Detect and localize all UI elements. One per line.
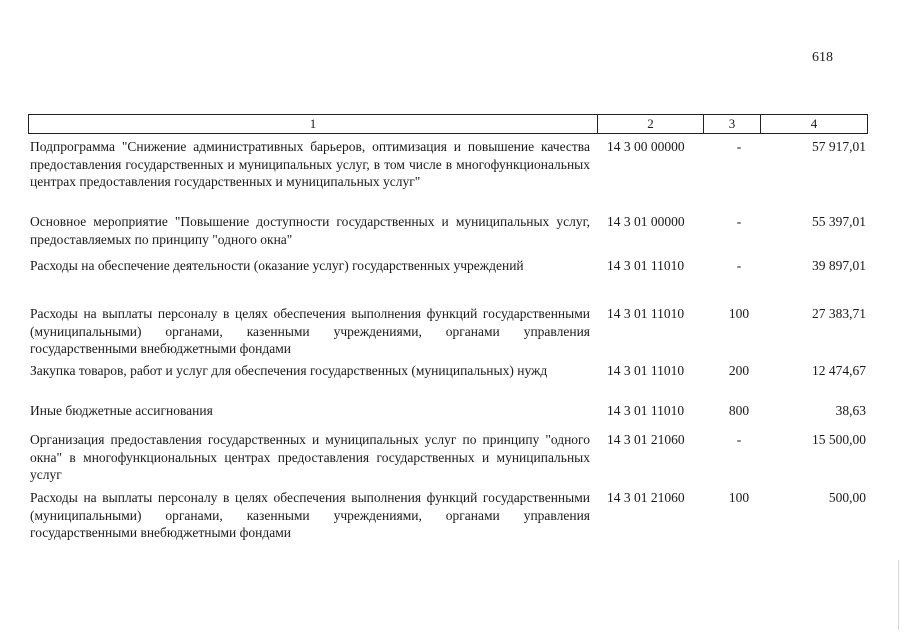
row-description: Закупка товаров, работ и услуг для обеспечения государственных (муниципальных) нужд	[30, 363, 548, 378]
header-col-4: 4	[810, 116, 818, 131]
row-amount: 500,00	[828, 490, 866, 505]
header-col-2: 2	[598, 115, 704, 133]
scan-edge-line	[898, 560, 899, 630]
row-description: Расходы на обеспечение деятельности (оказание услуг) государственных учреждений	[30, 258, 524, 273]
row-code: 14 3 01 11010	[607, 403, 685, 418]
row-description: Расходы на выплаты персоналу в целях обеспечения выполнения функций государственными (муниципальными) органами, казенными учреждениями, органами управления государственными внебюджетными фондами	[30, 306, 590, 356]
row-code: 14 3 00 00000	[607, 139, 685, 154]
row-expense-type: -	[736, 258, 742, 273]
row-expense-type: 800	[728, 403, 750, 418]
row-amount: 15 500,00	[812, 432, 866, 447]
row-amount: 55 397,01	[812, 214, 866, 229]
row-expense-type: 100	[728, 490, 750, 505]
row-expense-type: -	[736, 214, 742, 229]
row-description: Организация предоставления государственных и муниципальных услуг по принципу "одного окна" в многофункциональных центрах предоставления государственных и муниципальных услуг	[30, 432, 590, 482]
row-description: Расходы на выплаты персоналу в целях обеспечения выполнения функций государственными (муниципальными) органами, казенными учреждениями, органами управления государственными внебюджетными фондами	[30, 490, 590, 540]
row-code: 14 3 01 21060	[607, 432, 685, 447]
row-amount: 27 383,71	[812, 306, 866, 321]
row-amount: 39 897,01	[812, 258, 866, 273]
row-code: 14 3 01 11010	[607, 306, 685, 321]
row-code: 14 3 01 21060	[607, 490, 685, 505]
header-col-1: 1	[29, 115, 598, 133]
row-expense-type: -	[736, 139, 742, 154]
row-expense-type: 200	[728, 363, 750, 378]
header-col-3: 3	[704, 115, 761, 133]
row-description: Иные бюджетные ассигнования	[30, 403, 213, 418]
row-amount: 12 474,67	[812, 363, 866, 378]
row-amount: 38,63	[835, 403, 866, 418]
row-description: Основное мероприятие "Повышение доступности государственных и муниципальных услуг, предоставляемых по принципу "одного окна"	[30, 214, 590, 247]
row-description: Подпрограмма "Снижение административных барьеров, оптимизация и повышение качества предоставления государственных и муниципальных услуг, в том числе в многофункциональных центрах предоставления государственных и муниципальных услуг"	[30, 139, 590, 189]
table-header	[28, 114, 868, 134]
row-amount: 57 917,01	[812, 139, 866, 154]
row-expense-type: 100	[728, 306, 750, 321]
row-code: 14 3 01 00000	[607, 214, 685, 229]
page-number: 618	[812, 50, 833, 65]
row-expense-type: -	[736, 432, 742, 447]
row-code: 14 3 01 11010	[607, 258, 685, 273]
row-code: 14 3 01 11010	[607, 363, 685, 378]
